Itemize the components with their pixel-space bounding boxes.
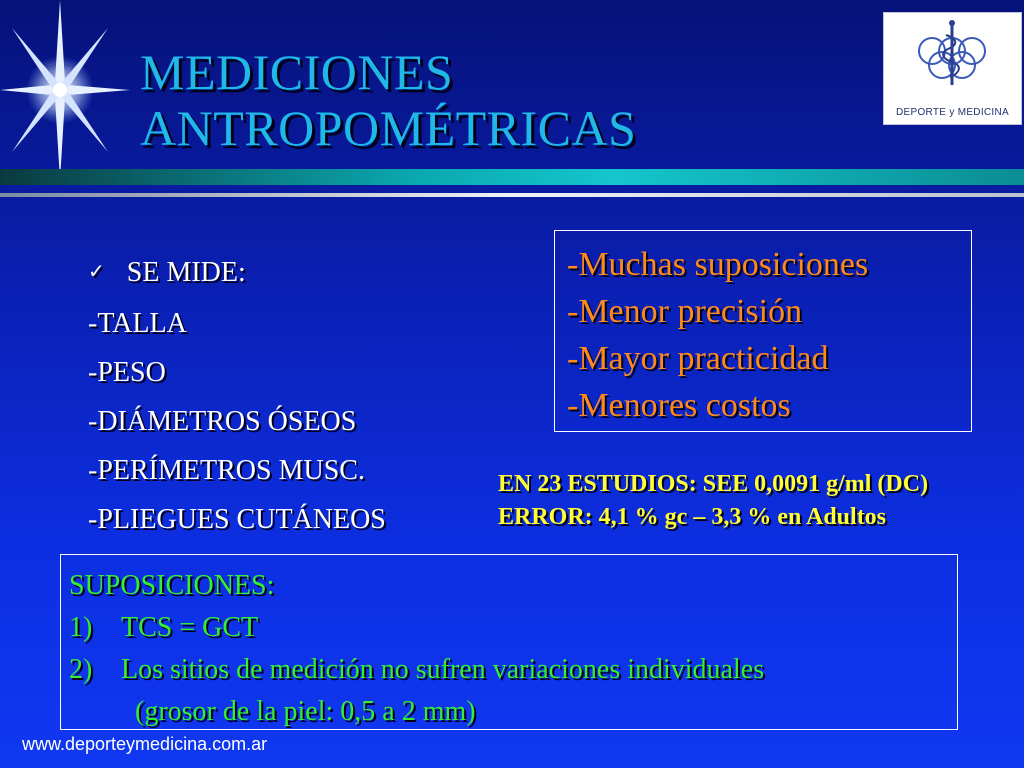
- feature-item: -Mayor practicidad: [567, 340, 829, 377]
- star-burst-icon: [0, 0, 130, 180]
- list-item: -DIÁMETROS ÓSEOS: [88, 406, 357, 437]
- stats-line-1: EN 23 ESTUDIOS: SEE 0,0091 g/ml (DC): [498, 471, 929, 497]
- assumption-text: Los sitios de medición no sufren variaciones individuales: [121, 654, 765, 685]
- stats-line-2: ERROR: 4,1 % gc – 3,3 % en Adultos: [498, 504, 887, 530]
- title-line-2: ANTROPOMÉTRICAS: [140, 100, 637, 156]
- assumption-number: 2): [69, 654, 93, 685]
- feature-item: -Muchas suposiciones: [567, 246, 869, 283]
- feature-item: -Menores costos: [567, 387, 791, 424]
- logo-text: DEPORTE y MEDICINA: [895, 107, 1009, 118]
- divider-bar: [0, 169, 1024, 185]
- stats-text: [498, 468, 928, 534]
- list-item: -PESO: [88, 357, 166, 388]
- features-box: [554, 230, 972, 432]
- list-item: -PERÍMETROS MUSC.: [88, 455, 365, 486]
- divider-line: [0, 193, 1024, 197]
- title-line-1: MEDICIONES: [140, 44, 454, 100]
- measures-heading: [88, 248, 386, 299]
- assumption-text: TCS = GCT: [121, 612, 259, 643]
- assumption-note: (grosor de la piel: 0,5 a 2 mm): [135, 696, 476, 727]
- logo: [883, 12, 1022, 125]
- measures-heading-text: SE MIDE:: [126, 257, 246, 288]
- check-icon: ✓: [88, 259, 105, 283]
- list-item: -PLIEGUES CUTÁNEOS: [88, 504, 386, 535]
- caduceus-rings-icon: [884, 13, 1021, 103]
- measures-list: [88, 248, 386, 544]
- list-item: -TALLA: [88, 308, 187, 339]
- assumption-item: [69, 607, 957, 649]
- assumption-item: [69, 649, 957, 691]
- assumption-number: 1): [69, 612, 93, 643]
- assumptions-box: [60, 554, 958, 730]
- feature-item: -Menor precisión: [567, 293, 803, 330]
- footer-url: www.deporteymedicina.com.ar: [22, 734, 268, 754]
- slide-title: [140, 44, 636, 156]
- assumptions-heading: SUPOSICIONES:: [69, 570, 275, 601]
